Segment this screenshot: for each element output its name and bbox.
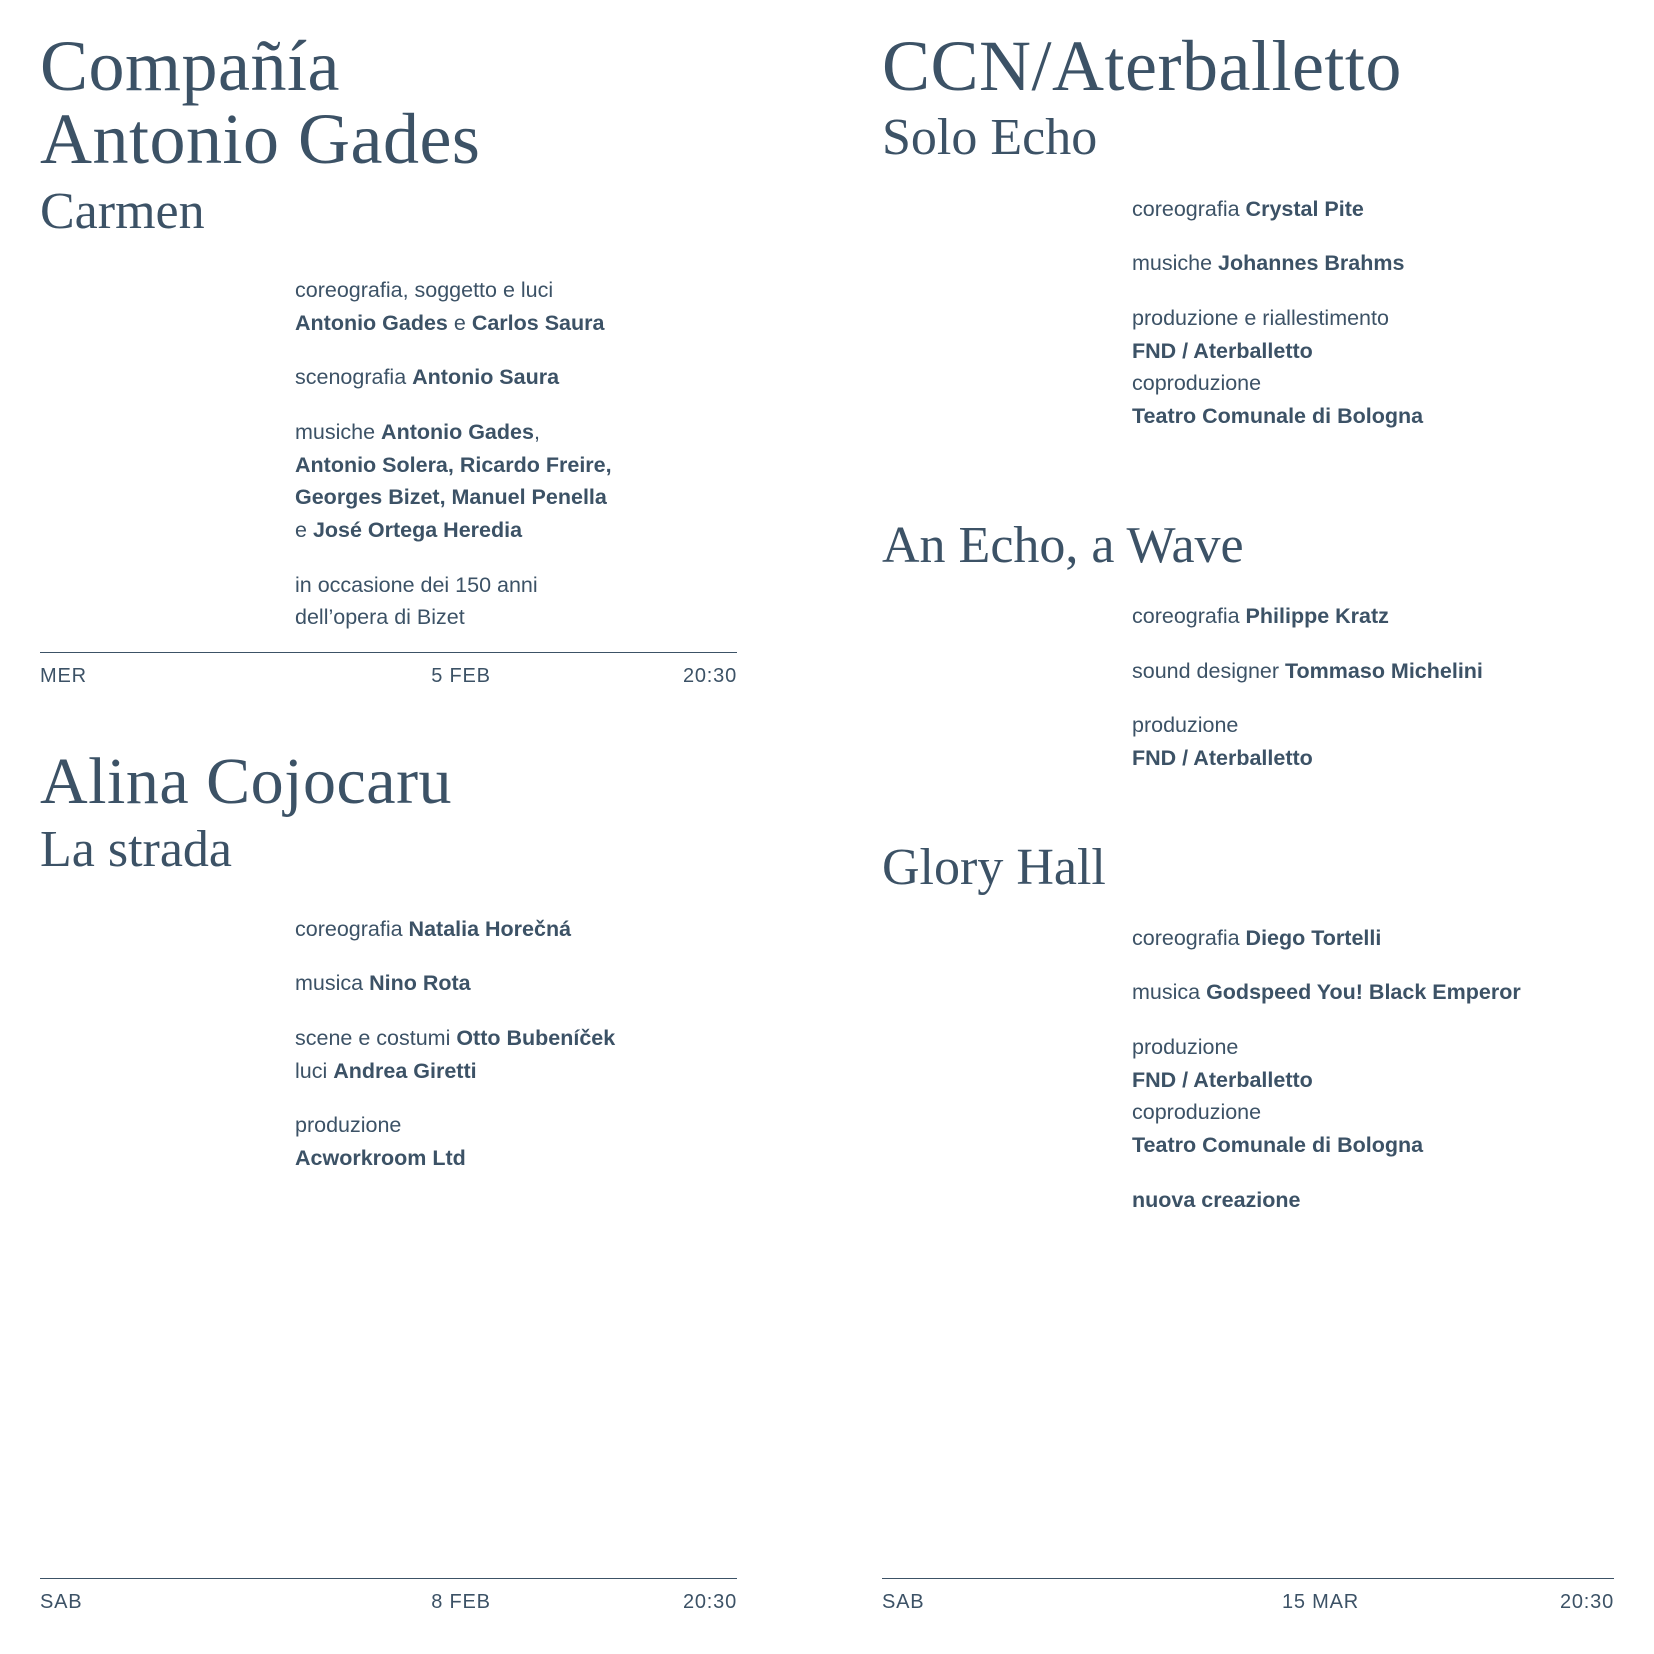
dateline-carmen [40,653,737,688]
credit-name: FND / Aterballetto [1132,1067,1313,1092]
credit-name: Crystal Pite [1245,196,1364,221]
credit-role: coproduzione [1132,1100,1262,1125]
company-name-gades [40,26,737,180]
right-column-spacer [882,1216,1614,1560]
credit-name: Antonio Solera, Ricardo Freire, [295,452,612,477]
dateline-time: 20:30 [682,665,737,688]
credit-block [1132,1031,1614,1162]
credit-role: coreografia [1132,603,1246,628]
dateline-time: 20:30 [1559,1591,1614,1613]
credits-solo-echo [1132,193,1614,433]
credit-block [1132,1184,1614,1217]
credit-block [295,361,737,394]
credit-name: Teatro Comunale di Bologna [1132,1133,1424,1158]
credit-name: Teatro Comunale di Bologna [1132,403,1424,428]
credit-role: in occasione dei 150 anni [295,572,538,597]
credit-name: Antonio Gades [295,310,448,335]
program-piece-glory-hall [882,833,1614,1217]
dateline-date: 5 FEB [431,665,491,688]
credit-name: Diego Tortelli [1245,925,1382,950]
credit-name: Tommaso Michelini [1285,658,1483,683]
dateline-la-strada-wrap [40,1560,737,1614]
credit-role: coreografia [1132,196,1246,221]
credit-block [295,1022,737,1087]
credit-name: José Ortega Heredia [312,518,523,543]
credit-block [1132,302,1614,433]
piece-gap [882,433,1614,511]
credit-name: FND / Aterballetto [1132,338,1313,363]
credit-name: Otto Bubeníček [456,1025,616,1050]
credit-name: Andrea Giretti [333,1058,477,1083]
dateline-aterballetto-wrap [882,1560,1614,1614]
credits-glory-hall [1132,922,1614,1217]
dateline-day: SAB [40,1591,83,1613]
credits-carmen [295,274,737,634]
left-column [40,26,827,1614]
credit-name: Natalia Horečná [408,916,572,941]
credit-name: Antonio Saura [412,365,560,390]
dateline-day: MER [40,665,87,688]
credit-role: produzione [1132,1035,1239,1060]
dateline-date: 8 FEB [431,1591,491,1613]
credit-name: Philippe Kratz [1245,603,1389,628]
dateline-time: 20:30 [682,1591,737,1613]
credit-block [295,569,737,634]
credit-role: coreografia [295,916,409,941]
credit-role: scene e costumi [295,1025,457,1050]
credit-role: musica [295,971,370,996]
credit-block [1132,922,1614,955]
credits-la-strada [295,913,737,1175]
dateline-day: SAB [882,1591,925,1613]
piece-gap [882,775,1614,833]
credits-an-echo-a-wave [1132,600,1614,775]
credit-block [1132,193,1614,226]
credit-block [295,274,737,339]
credit-name: Antonio Gades [381,420,534,445]
dateline-date: 15 MAR [1281,1591,1360,1613]
company-name-aterballetto [882,26,1614,106]
dateline-la-strada [40,1579,737,1614]
credit-block [295,967,737,1000]
credit-role: coproduzione [1132,371,1262,396]
credit-role: e [295,518,313,543]
company-name-line1: Alina Cojocaru [40,745,453,819]
credit-role: musiche [1132,251,1219,276]
credit-role: coreografia [1132,925,1246,950]
company-name-cojocaru [40,745,737,819]
credit-role: produzione e riallestimento [1132,305,1389,330]
left-column-spacer [40,1175,737,1560]
credit-name: Acworkroom Ltd [295,1145,466,1170]
credit-block [1132,976,1614,1009]
program-entry-cojocaru [40,745,737,1175]
credit-name: FND / Aterballetto [1132,745,1313,770]
company-name-line2: Antonio Gades [40,99,481,180]
piece-title-carmen: Carmen [40,182,205,240]
credit-name: Nino Rota [369,971,471,996]
company-name-line1: CCN/Aterballetto [882,26,1402,106]
credit-name: Carlos Saura [471,310,605,335]
entry-gap [40,688,737,748]
credit-role: scenografia [295,365,413,390]
program-piece-solo-echo [882,103,1614,432]
credit-name: Georges Bizet, Manuel Penella [295,485,607,510]
credit-name: Johannes Brahms [1218,251,1405,276]
piece-title-glory-hall: Glory Hall [882,838,1106,896]
credit-name: nuova creazione [1132,1187,1301,1212]
credit-block [1132,709,1614,774]
credit-name: Godspeed You! Black Emperor [1206,980,1521,1005]
credit-block [295,416,737,547]
piece-title-an-echo-a-wave: An Echo, a Wave [882,516,1244,574]
credit-role: coreografia, soggetto e luci [295,278,554,303]
program-piece-an-echo-a-wave [882,511,1614,775]
credit-role: sound designer [1132,658,1285,683]
program-entry-gades [40,26,737,688]
piece-title-la-strada: La strada [40,821,233,879]
right-column [827,26,1614,1614]
credit-role: musica [1132,980,1207,1005]
credit-role: dell’opera di Bizet [295,605,465,630]
credit-role: e [447,310,472,335]
credit-block [295,913,737,946]
credit-block [1132,600,1614,633]
piece-title-solo-echo: Solo Echo [882,109,1098,167]
credit-block [1132,655,1614,688]
dateline-aterballetto [882,1579,1614,1614]
credit-block [1132,247,1614,280]
credit-role: luci [295,1058,334,1083]
credit-block [295,1109,737,1174]
credit-role: produzione [295,1113,402,1138]
credit-role: musiche [295,420,382,445]
credit-role: , [533,420,540,445]
company-name-line1: Compañía [40,26,340,106]
credit-role: produzione [1132,713,1239,738]
